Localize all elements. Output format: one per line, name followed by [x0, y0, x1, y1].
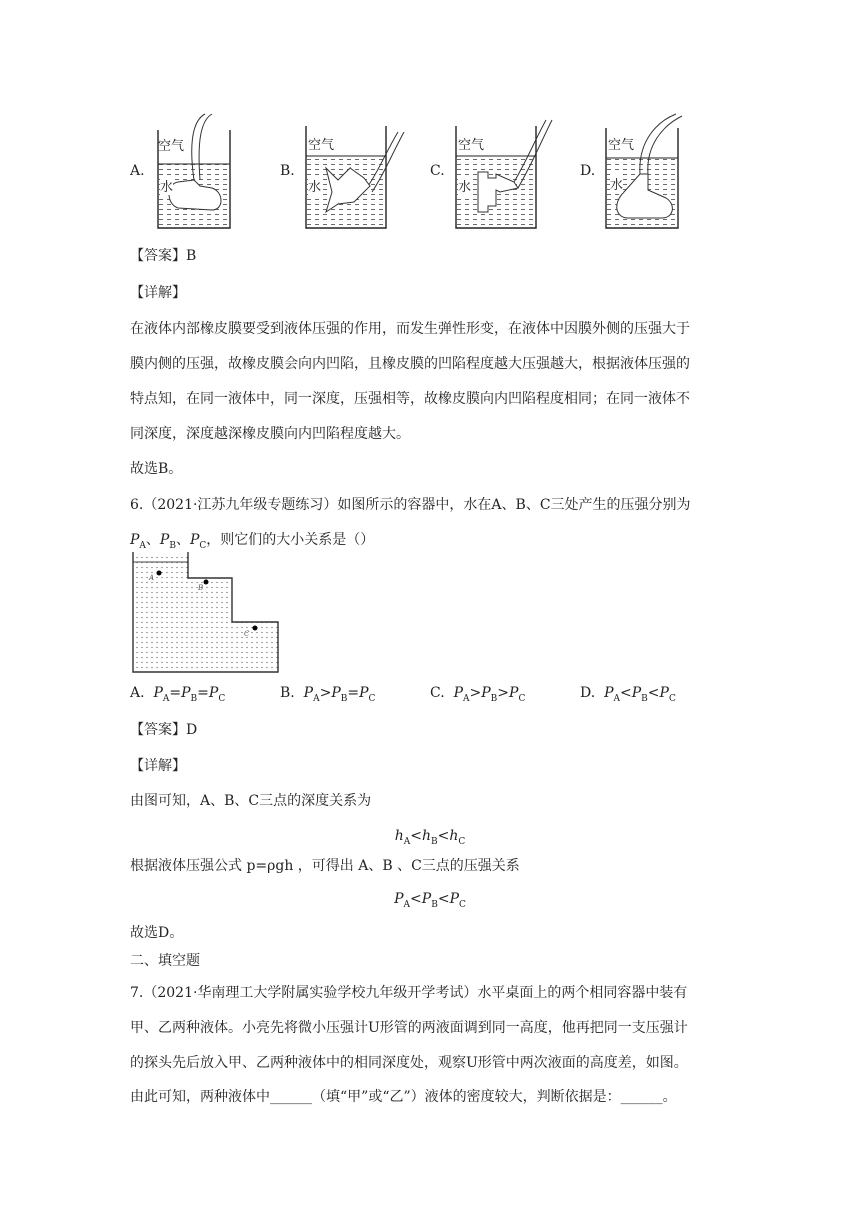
- option-b-label: B.: [280, 163, 295, 179]
- q7-stem-line: 甲、乙两种液体。小亮先将微小压强计U形管的两液面调到同一高度，他再把同一支压强计: [130, 1020, 688, 1036]
- point-c-label: C: [244, 630, 250, 638]
- option-b-water-label: 水: [308, 176, 321, 195]
- q6-stem-line-2: $P_A$、$P_B$、$P_C$，则它们的大小关系是（）: [130, 532, 375, 551]
- q6-option-d: D. $P_A<P_B<P_C$: [580, 685, 676, 704]
- q5-conclusion: 故选B。: [130, 461, 183, 477]
- option-c-figure: [448, 112, 558, 232]
- q5-detail-line: 同深度，深度越深橡皮膜向内凹陷程度越大。: [130, 426, 410, 442]
- point-a-label: A: [149, 574, 155, 582]
- q6-formula-depth: $h_A<h_B<h_C$: [394, 828, 466, 847]
- option-a-air-label: 空气: [158, 139, 185, 154]
- option-c-air-label: 空气: [458, 138, 485, 153]
- q6-detail-line: 由图可知，A、B、C三点的深度关系为: [130, 793, 372, 809]
- q6-detail-heading: 【详解】: [130, 758, 186, 774]
- option-b-air-label: 空气: [308, 138, 335, 153]
- q5-detail-heading: 【详解】: [130, 285, 186, 301]
- option-c-label: C.: [430, 163, 445, 179]
- q6-container-figure: [130, 550, 280, 679]
- option-a-label: A.: [130, 163, 145, 179]
- option-a-water-label: 水: [160, 176, 173, 195]
- q5-answer: 【答案】B: [130, 248, 197, 264]
- section-heading: 二、填空题: [130, 953, 200, 969]
- q5-detail-line: 特点知，在同一液体中，同一深度，压强相等，故橡皮膜向内凹陷程度相同；在同一液体不: [130, 391, 690, 407]
- point-b-label: B: [198, 584, 204, 592]
- q7-stem-line: 7.（2021·华南理工大学附属实验学校九年级开学考试）水平桌面上的两个相同容器中装有: [130, 985, 688, 1001]
- option-d-label: D.: [580, 163, 596, 179]
- q6-detail-line: 根据液体压强公式 p=ρgh ，可得出 A、B 、C三点的压强关系: [130, 858, 520, 874]
- q7-stem-line: 的探头先后放入甲、乙两种液体中的相同深度处，观察U形管中两次液面的高度差，如图。: [130, 1055, 688, 1071]
- q6-stem-suffix: ，则它们的大小关系是（）: [206, 532, 375, 548]
- q5-detail-line: 在液体内部橡皮膜要受到液体压强的作用，而发生弹性形变，在液体中因膜外侧的压强大于: [130, 321, 690, 337]
- q6-option-a: A. $P_A=P_B=P_C$: [130, 685, 226, 704]
- q6-conclusion: 故选D。: [130, 925, 184, 941]
- q6-answer: 【答案】D: [130, 722, 198, 738]
- option-d-figure: [598, 112, 698, 232]
- q6-stem-line: 6.（2021·江苏九年级专题练习）如图所示的容器中，水在A、B、C三处产生的压强分别为: [130, 497, 691, 513]
- option-b-figure: [298, 112, 408, 232]
- option-d-water-label: 水: [610, 174, 623, 193]
- q5-detail-line: 膜内侧的压强，故橡皮膜会向内凹陷，且橡皮膜的凹陷程度越大压强越大，根据液体压强的: [130, 356, 690, 372]
- option-a-figure: [150, 112, 250, 232]
- q7-stem-line: 由此可知，两种液体中______（填“甲”或“乙”）液体的密度较大，判断依据是：______。: [130, 1089, 677, 1105]
- option-d-air-label: 空气: [608, 138, 635, 153]
- option-c-water-label: 水: [458, 176, 471, 195]
- q6-option-c: C. $P_A>P_B>P_C$: [430, 685, 526, 704]
- q6-option-b: B. $P_A>P_B=P_C$: [280, 685, 376, 704]
- q6-formula-pressure: $P_A<P_B<P_C$: [394, 891, 466, 910]
